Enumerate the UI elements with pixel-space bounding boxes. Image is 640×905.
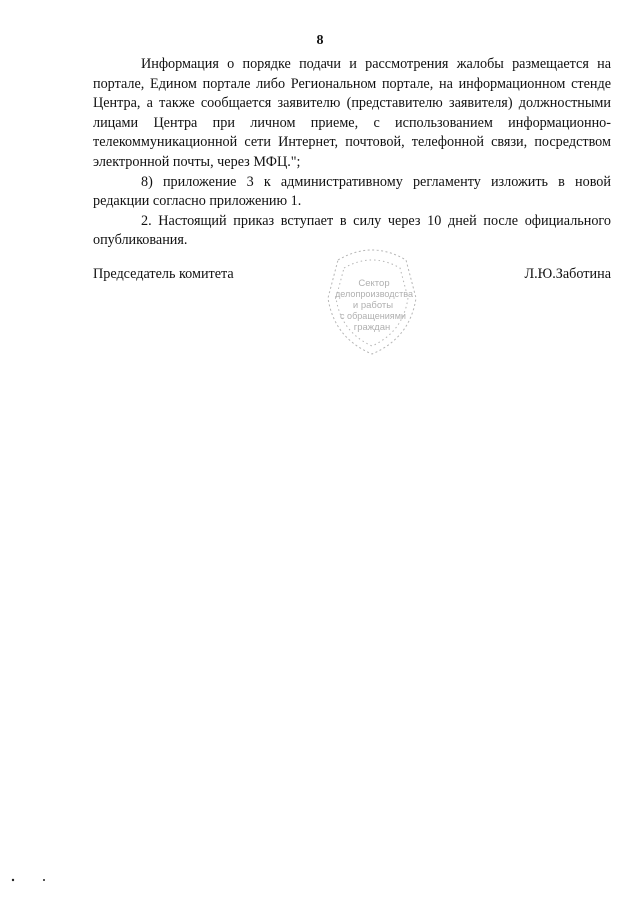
signatory-title: Председатель комитета (93, 266, 234, 282)
seal-line-2: делопроизводства (335, 289, 414, 300)
signatory-name: Л.Ю.Заботина (524, 266, 611, 282)
paragraph-appendix-3: 8) приложение 3 к административному регламенту изложить в новой редакции согласно приложению 1. (93, 173, 611, 210)
seal-line-3: и работы (352, 300, 394, 311)
seal-line-1: Сектор (358, 278, 390, 289)
seal-line-4: с обращениями (340, 311, 406, 322)
page-number: 8 (316, 33, 324, 48)
paragraph-entry-into-force: 2. Настоящий приказ вступает в силу через 10 дней после официального опубликования. (93, 212, 611, 249)
paragraph-complaint-info: Информация о порядке подачи и рассмотрения жалобы размещается на портале, Едином портале либо Региональном портале, на информационном стенде Центра, а также сообщается заявителю (представителю заявителя) должностными лицами Центра при личном приеме, с использованием информационно-телекоммуникационной сети Интернет, почтовой, телефонной связи, посредством электронной почты, через МФЦ."; (93, 56, 611, 170)
seal-line-5: граждан (353, 322, 391, 333)
